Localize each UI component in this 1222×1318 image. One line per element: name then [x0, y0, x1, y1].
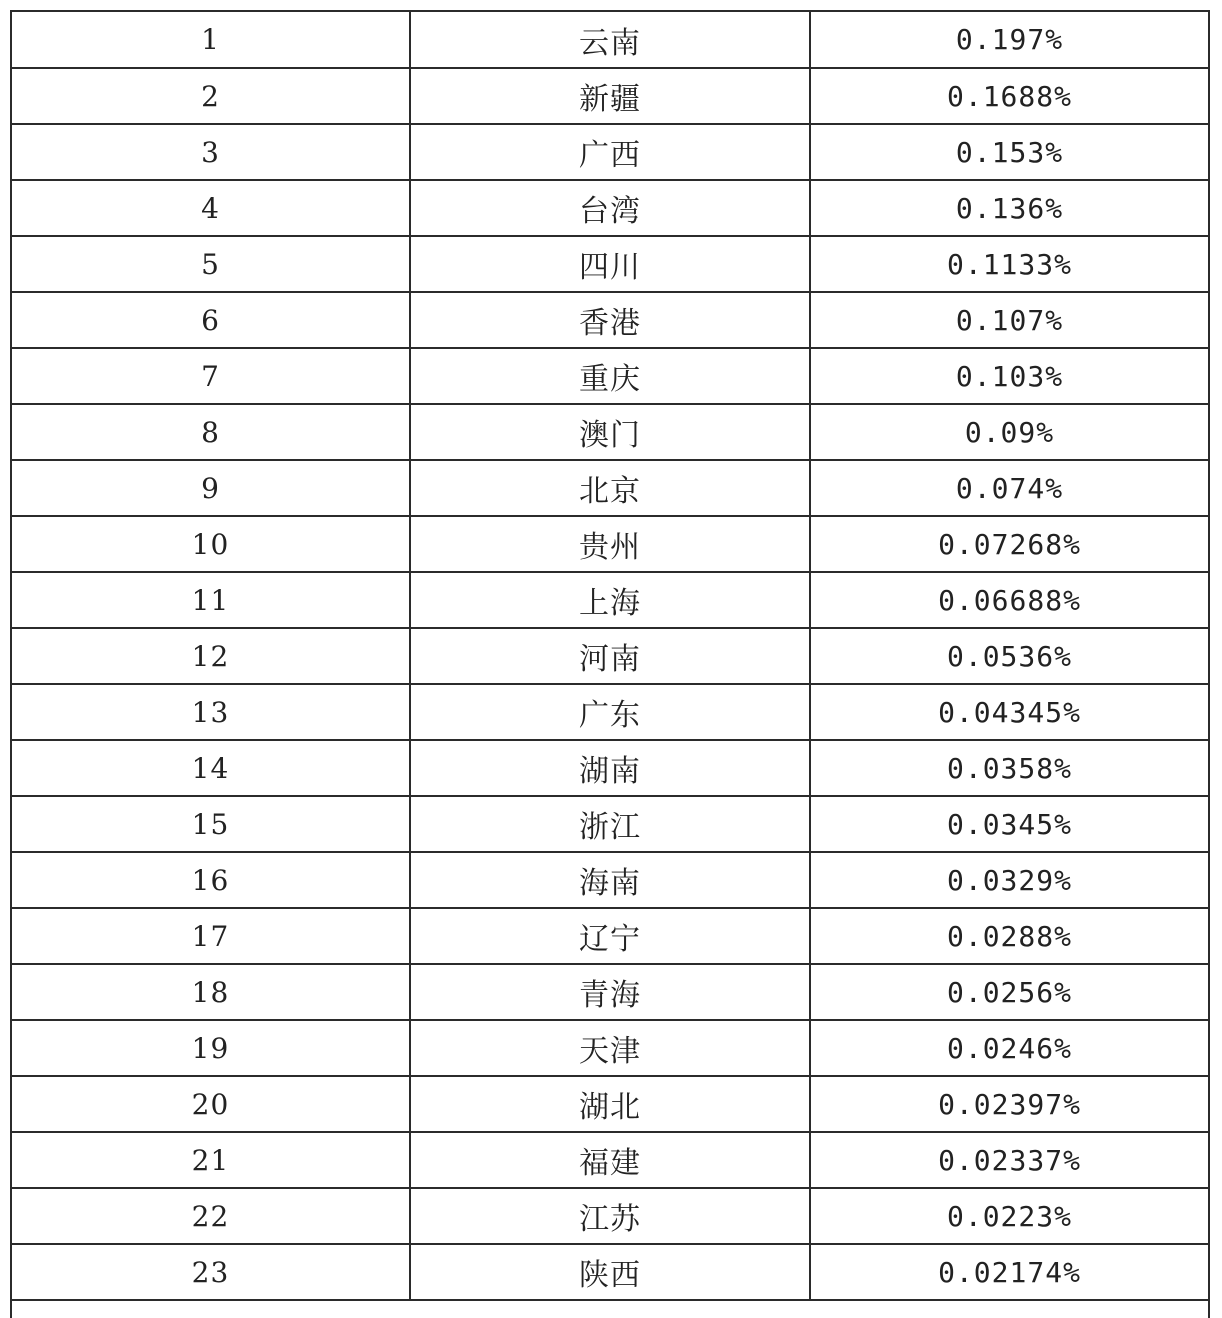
table-row: [12, 516, 1208, 572]
value-cell: 0.0345%: [810, 796, 1208, 852]
region-cell: 湖北: [410, 1076, 810, 1132]
rank-cell: 8: [12, 404, 410, 460]
ranking-table: [10, 10, 1210, 1318]
rank-cell: 10: [12, 516, 410, 572]
value-cell: 0.103%: [810, 348, 1208, 404]
region-cell: 澳门: [410, 404, 810, 460]
region-cell: 新疆: [410, 68, 810, 124]
value-cell: 0.1133%: [810, 236, 1208, 292]
value-cell: 0.04345%: [810, 684, 1208, 740]
region-cell: 广东: [410, 684, 810, 740]
value-cell: 0.02337%: [810, 1132, 1208, 1188]
value-cell: 0.1688%: [810, 68, 1208, 124]
region-cell: 海南: [410, 852, 810, 908]
value-cell: 0.107%: [810, 292, 1208, 348]
table-row: [12, 908, 1208, 964]
table-row: [12, 1244, 1208, 1300]
table-row: [12, 348, 1208, 404]
region-cell: 陕西: [410, 1244, 810, 1300]
table-row: [12, 68, 1208, 124]
rank-cell: 17: [12, 908, 410, 964]
region-cell: 辽宁: [410, 908, 810, 964]
rank-cell: 2: [12, 68, 410, 124]
rank-cell: 3: [12, 124, 410, 180]
value-cell: 0.0358%: [810, 740, 1208, 796]
region-cell: 贵州: [410, 516, 810, 572]
region-cell: 河南: [410, 628, 810, 684]
value-cell: 0.02397%: [810, 1076, 1208, 1132]
value-cell: 0.09%: [810, 404, 1208, 460]
rank-cell: 11: [12, 572, 410, 628]
region-cell: 浙江: [410, 796, 810, 852]
table-row: [12, 1020, 1208, 1076]
rank-cell: 13: [12, 684, 410, 740]
rank-cell: 1: [12, 12, 410, 68]
rank-cell: 23: [12, 1244, 410, 1300]
table-row: [12, 740, 1208, 796]
table-row: [12, 236, 1208, 292]
region-cell: 天津: [410, 1020, 810, 1076]
value-cell: 0.074%: [810, 460, 1208, 516]
table-row: [12, 628, 1208, 684]
rank-cell: 19: [12, 1020, 410, 1076]
value-cell: 0.0223%: [810, 1188, 1208, 1244]
rank-cell: 21: [12, 1132, 410, 1188]
table-row: [12, 1076, 1208, 1132]
region-cell: 重庆: [410, 348, 810, 404]
value-cell: 0.0256%: [810, 964, 1208, 1020]
value-cell: 0.197%: [810, 12, 1208, 68]
region-cell: 云南: [410, 12, 810, 68]
region-cell: 四川: [410, 236, 810, 292]
table-body: [12, 12, 1208, 1300]
value-cell: 0.0329%: [810, 852, 1208, 908]
value-cell: 0.153%: [810, 124, 1208, 180]
table-row: [12, 460, 1208, 516]
table-row: [12, 292, 1208, 348]
region-cell: 台湾: [410, 180, 810, 236]
value-cell: 0.0288%: [810, 908, 1208, 964]
rank-cell: 16: [12, 852, 410, 908]
rank-cell: 4: [12, 180, 410, 236]
region-cell: 广西: [410, 124, 810, 180]
table-row: [12, 852, 1208, 908]
table-row: [12, 124, 1208, 180]
table-row: [12, 180, 1208, 236]
value-cell: 0.02174%: [810, 1244, 1208, 1300]
rank-cell: 18: [12, 964, 410, 1020]
rank-cell: 9: [12, 460, 410, 516]
value-cell: 0.0536%: [810, 628, 1208, 684]
region-cell: 青海: [410, 964, 810, 1020]
table-row: [12, 796, 1208, 852]
region-cell: 北京: [410, 460, 810, 516]
table-row: [12, 1188, 1208, 1244]
data-table: [12, 12, 1208, 1301]
table-row: [12, 684, 1208, 740]
region-cell: 江苏: [410, 1188, 810, 1244]
rank-cell: 5: [12, 236, 410, 292]
rank-cell: 12: [12, 628, 410, 684]
region-cell: 福建: [410, 1132, 810, 1188]
region-cell: 湖南: [410, 740, 810, 796]
rank-cell: 14: [12, 740, 410, 796]
table-row: [12, 1132, 1208, 1188]
value-cell: 0.136%: [810, 180, 1208, 236]
region-cell: 上海: [410, 572, 810, 628]
rank-cell: 6: [12, 292, 410, 348]
rank-cell: 20: [12, 1076, 410, 1132]
table-row: [12, 12, 1208, 68]
table-row: [12, 404, 1208, 460]
rank-cell: 7: [12, 348, 410, 404]
table-row: [12, 964, 1208, 1020]
rank-cell: 15: [12, 796, 410, 852]
value-cell: 0.07268%: [810, 516, 1208, 572]
value-cell: 0.0246%: [810, 1020, 1208, 1076]
value-cell: 0.06688%: [810, 572, 1208, 628]
region-cell: 香港: [410, 292, 810, 348]
rank-cell: 22: [12, 1188, 410, 1244]
table-row: [12, 572, 1208, 628]
